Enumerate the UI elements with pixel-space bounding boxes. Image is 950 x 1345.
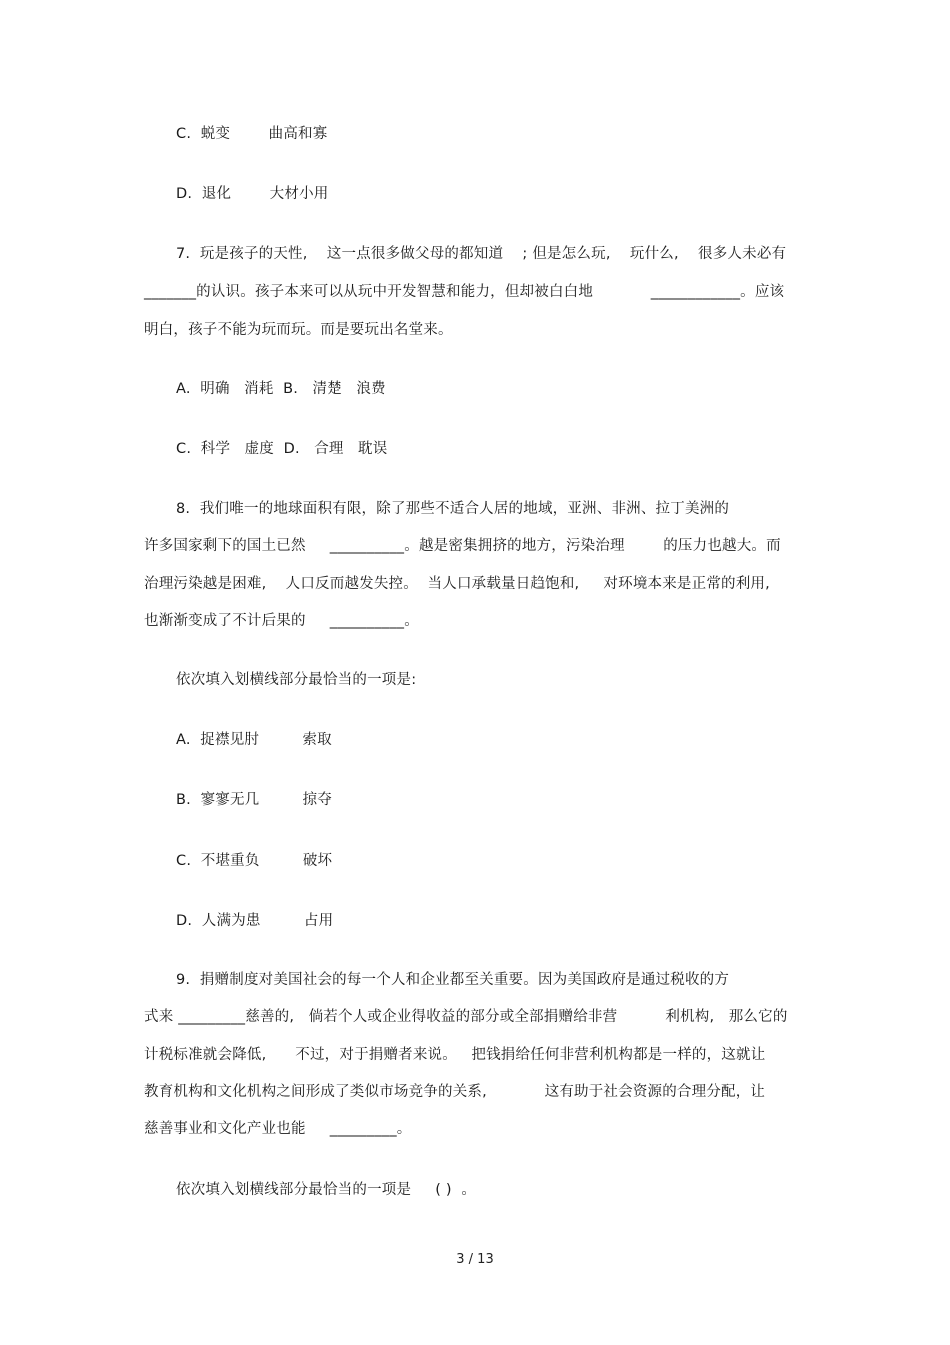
q8-text-line-3: 治理污染越是困难, 人口反而越发失控。 当人口承载量日趋饱和, 对环境本来是正常的利用, <box>144 576 770 592</box>
q8-option-d: D. 人满为患 占用 <box>176 913 334 929</box>
q8-option-a: A. 捉襟见肘 索取 <box>176 732 332 748</box>
q7-options-cd: C. 科学 虚度 D. 合理 耽误 <box>176 441 388 457</box>
q8-option-b: B. 寥寥无几 掠夺 <box>176 792 333 808</box>
q9-prompt: 依次填入划横线部分最恰当的一项是 ( ) 。 <box>176 1182 477 1198</box>
q9-text-line-4: 教育机构和文化机构之间形成了类似市场竞争的关系, 这有助于社会资源的合理分配，让 <box>144 1084 766 1100</box>
q8-text-line-1: 8. 我们唯一的地球面积有限，除了那些不适合人居的地域，亚洲、非洲、拉丁美洲的 <box>176 501 730 517</box>
q7-text-line-3: 明白，孩子不能为玩而玩。而是要玩出名堂来。 <box>144 322 453 338</box>
q9-text-line-1: 9. 捐赠制度对美国社会的每一个人和企业都至关重要。因为美国政府是通过税收的方 <box>176 972 730 988</box>
q7-text-line-2: _______的认识。孩子本来可以从玩中开发智慧和能力，但却被白白地 ____________。应该 <box>144 284 785 300</box>
q9-text-line-5: 慈善事业和文化产业也能 _________。 <box>144 1121 412 1137</box>
page-number: 3 / 13 <box>456 1252 494 1267</box>
q9-text-line-2: 式来 _________慈善的, 倘若个人或企业得收益的部分或全部捐赠给非营 利机构, 那么它的 <box>144 1009 788 1025</box>
q8-option-c: C. 不堪重负 破坏 <box>176 853 333 869</box>
q8-text-line-2: 许多国家剩下的国土已然 __________。越是密集拥挤的地方，污染治理 的压力也越大。而 <box>144 538 781 554</box>
q8-text-line-4: 也渐渐变成了不计后果的 __________。 <box>144 613 419 629</box>
q7-options-ab: A. 明确 消耗 B. 清楚 浪费 <box>176 381 386 397</box>
q8-prompt: 依次填入划横线部分最恰当的一项是: <box>176 672 417 688</box>
q6-option-c: C. 蜕变 曲高和寡 <box>176 126 328 142</box>
q7-text-line-1: 7. 玩是孩子的天性, 这一点很多做父母的都知道 ; 但是怎么玩, 玩什么, 很多人未必有 <box>176 246 787 262</box>
q6-option-d: D. 退化 大材小用 <box>176 186 329 202</box>
q9-text-line-3: 计税标准就会降低, 不过，对于捐赠者来说。 把钱捐给任何非营利机构都是一样的，这就让 <box>144 1047 766 1063</box>
